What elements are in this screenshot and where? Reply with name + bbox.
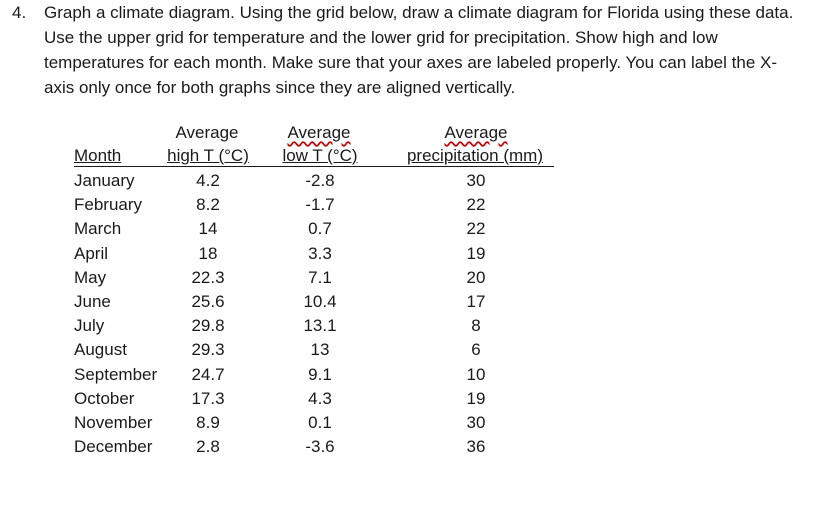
high-temp-cell: 2.8	[196, 437, 220, 456]
low-temp-cell: 0.1	[308, 413, 332, 432]
precip-cell: 22	[466, 219, 486, 238]
header-low-line1: Average	[287, 123, 351, 142]
month-cell: August	[74, 340, 127, 359]
precip-cell: 30	[466, 413, 486, 432]
low-temp-cell: 3.3	[308, 244, 332, 263]
month-cell: June	[74, 292, 111, 311]
month-cell: April	[74, 244, 109, 263]
month-cell: February	[74, 195, 143, 214]
low-temp-cell: 10.4	[303, 292, 337, 311]
low-temp-cell: -3.6	[305, 437, 335, 456]
header-high-line2: high T (°C)	[167, 146, 249, 165]
header-high-line1: Average	[175, 123, 239, 142]
low-temp-cell: 13	[310, 340, 330, 359]
high-temp-cell: 8.9	[196, 413, 220, 432]
low-temp-cell: 4.3	[308, 389, 332, 408]
month-cell: January	[74, 171, 135, 190]
month-cell: October	[74, 389, 135, 408]
month-cell: May	[74, 268, 107, 287]
low-temp-cell: -2.8	[305, 171, 335, 190]
question-text: Graph a climate diagram. Using the grid below, draw a climate diagram for Florida using these data. Use the upper grid for temperature and the lower grid for precipitation. Show high and low temperatures for each month. Make sure that your axes are labeled properly. You can label the X-axis only once for both graphs since they are aligned vertically.	[44, 3, 794, 97]
precip-cell: 19	[466, 244, 486, 263]
header-precip-line1: Average	[444, 123, 508, 142]
high-temp-cell: 4.2	[196, 171, 220, 190]
precip-cell: 36	[466, 437, 486, 456]
precip-cell: 30	[466, 171, 486, 190]
precip-cell: 20	[466, 268, 486, 287]
precip-cell: 10	[466, 365, 486, 384]
low-temp-cell: 0.7	[308, 219, 332, 238]
header-divider	[74, 166, 554, 167]
high-temp-cell: 8.2	[196, 195, 220, 214]
precip-cell: 22	[466, 195, 486, 214]
high-temp-cell: 29.8	[191, 316, 225, 335]
month-cell: November	[74, 413, 153, 432]
low-temp-cell: 9.1	[308, 365, 332, 384]
question-number: 4.	[12, 3, 27, 22]
precip-cell: 19	[466, 389, 486, 408]
precip-cell: 6	[471, 340, 481, 359]
high-temp-cell: 17.3	[191, 389, 225, 408]
low-temp-cell: 7.1	[308, 268, 332, 287]
month-cell: July	[74, 316, 105, 335]
header-month: Month	[74, 146, 122, 165]
precip-cell: 8	[471, 316, 481, 335]
high-temp-cell: 25.6	[191, 292, 225, 311]
high-temp-cell: 29.3	[191, 340, 225, 359]
month-cell: December	[74, 437, 153, 456]
low-temp-cell: 13.1	[303, 316, 337, 335]
precip-cell: 17	[466, 292, 486, 311]
month-cell: September	[74, 365, 158, 384]
month-cell: March	[74, 219, 122, 238]
header-precip-line2: precipitation (mm)	[406, 146, 544, 165]
low-temp-cell: -1.7	[305, 195, 335, 214]
header-low-line2: low T (°C)	[282, 146, 358, 165]
high-temp-cell: 14	[198, 219, 218, 238]
high-temp-cell: 18	[198, 244, 218, 263]
high-temp-cell: 24.7	[191, 365, 225, 384]
high-temp-cell: 22.3	[191, 268, 225, 287]
